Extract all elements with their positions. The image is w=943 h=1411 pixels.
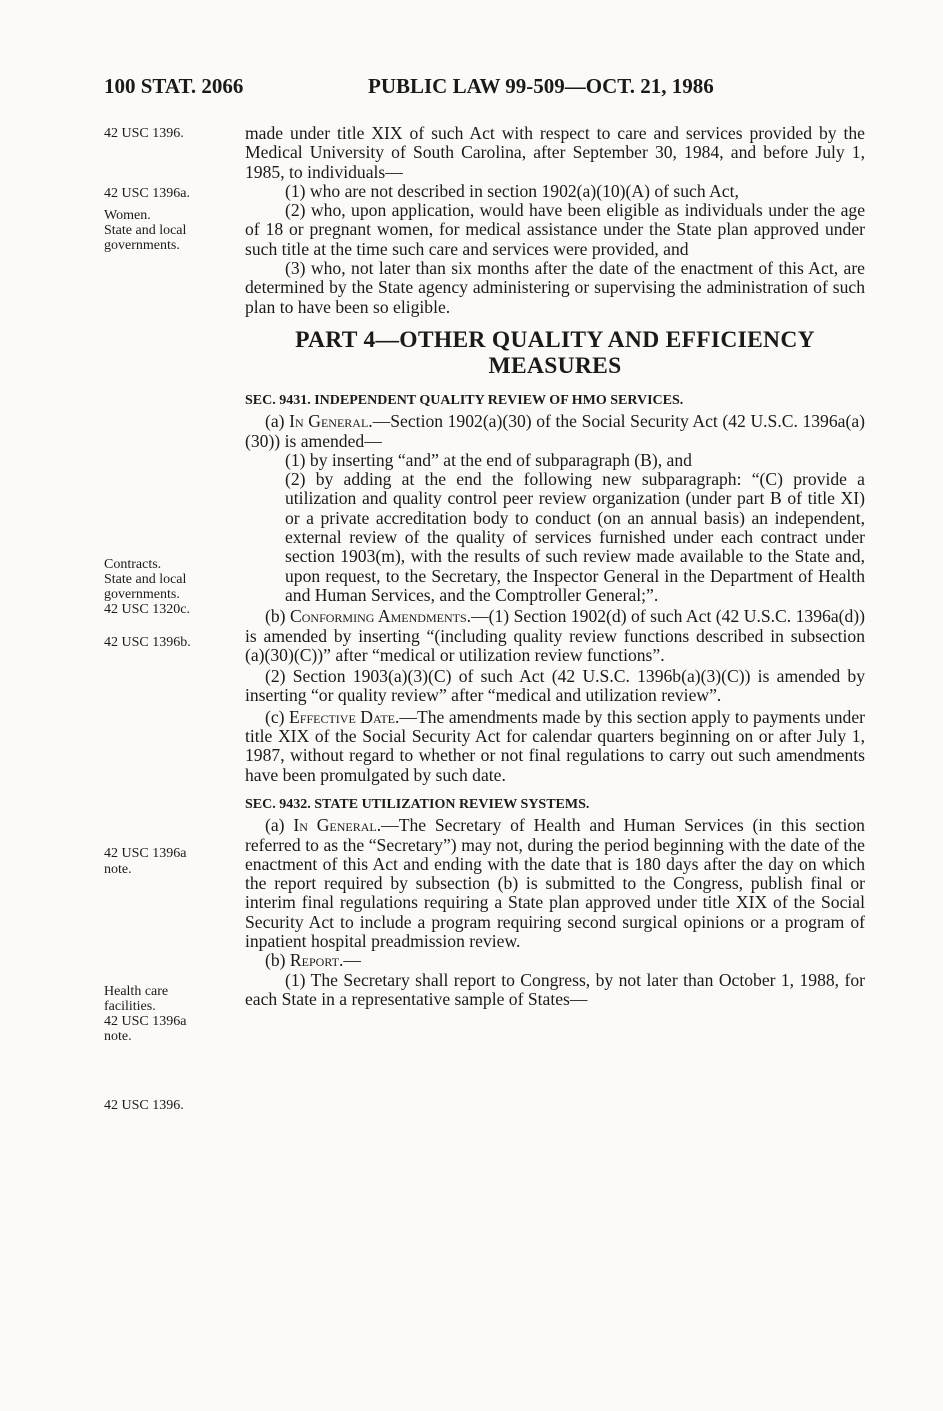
subsection-text: .— (338, 950, 361, 971)
margin-note-usc: 42 USC 1396a (104, 1014, 187, 1029)
margin-note-usc: 42 USC 1396. (104, 126, 184, 141)
margin-note-usc: 42 USC 1320c. (104, 602, 190, 617)
s9431-a-2: (2) by adding at the end the following new subparagraph: “(C) provide a utilization and quality control peer review organization (under part B of title XI) or a private accreditation body to conduct (on an annual basis) an independent, external review of the quality of services furnished under each contract under section 1903(m), with the results of such review made available to the State and, upon request, to the Secretary, the Inspector General in the Department of Health and Human Services, and the Comptroller General;”. (285, 469, 865, 605)
s9431-subsection-c (245, 708, 865, 785)
margin-note-topic: facilities. (104, 999, 156, 1014)
subsection-text: .—Section 1902(a)(30) of the Social Security Act (42 U.S.C. 1396a(a)(30)) is amended— (245, 411, 865, 451)
subsection-heading: In General (293, 815, 377, 836)
subsection-marker: (c) (265, 706, 285, 727)
section-9431-heading: SEC. 9431. INDEPENDENT QUALITY REVIEW OF HMO SERVICES. (245, 392, 684, 408)
s9431-b-2: (2) Section 1903(a)(3)(C) of such Act (42 U.S.C. 1396b(a)(3)(C)) is amended by inserting “or quality review” after “medical and utilization review”. (245, 666, 865, 706)
margin-note-usc: 42 USC 1396a. (104, 186, 190, 201)
subsection-heading: Effective Date (289, 706, 396, 727)
item-2: (2) who, upon application, would have been eligible as individuals under the age of 18 or pregnant women, for medical assistance under the State plan approved under such title at the time such care and services were provided, and (245, 200, 865, 259)
subsection-heading: Report (289, 950, 339, 971)
margin-note-usc: 42 USC 1396b. (104, 635, 191, 650)
subsection-marker: (b) (265, 606, 286, 627)
item-1: (1) who are not described in section 1902(a)(10)(A) of such Act, (285, 180, 739, 201)
subsection-heading: Conforming Amendments (290, 606, 467, 627)
s9432-subsection-b (245, 951, 865, 970)
subsection-text: .—The amendments made by this section apply to payments under title XIX of the Social Security Act for calendar quarters beginning on or after July 1, 1987, without regard to whether or not final regulations to carry out such amendments have been promulgated by such date. (245, 706, 866, 785)
item-3: (3) who, not later than six months after the date of the enactment of this Act, are determined by the State agency administering or supervising the administration of such plan to have been so eligible. (245, 258, 865, 317)
subsection-marker: (a) (265, 815, 285, 836)
margin-note-topic: State and local (104, 572, 187, 587)
margin-note-usc: 42 USC 1396. (104, 1098, 184, 1113)
subsection-marker: (b) (265, 950, 286, 971)
section-9432-heading: SEC. 9432. STATE UTILIZATION REVIEW SYSTEMS. (245, 796, 590, 812)
margin-note-topic: Health care (104, 984, 169, 999)
margin-note-usc: note. (104, 1029, 132, 1044)
subsection-marker: (a) (265, 411, 285, 432)
subsection-text: .—The Secretary of Health and Human Services (in this section referred to as the “Secretary”) may not, during the period beginning with the date of the enactment of this Act and ending with the date that is 180 days after the day on which the report required by subsection (b) is submitted to the Congress, publish final or interim final regulations requiring a State plan approved under title XIX of the Social Security Act to include a program requiring second surgical opinions or a program of inpatient hospital preadmission review. (245, 815, 865, 951)
margin-note-topic: Women. (104, 208, 151, 223)
stat-reference: 100 STAT. 2066 (104, 74, 244, 98)
margin-note-usc: note. (104, 862, 132, 877)
subsection-heading: In General (289, 411, 369, 432)
s9431-subsection-b (245, 607, 865, 665)
margin-note-topic: State and local (104, 223, 187, 238)
s9431-a-1: (1) by inserting “and” at the end of subparagraph (B), and (285, 449, 692, 470)
statute-body (245, 124, 865, 1009)
margin-note-topic: governments. (104, 238, 180, 253)
part-heading: PART 4—OTHER QUALITY AND EFFICIENCY MEASURES (295, 326, 815, 379)
subsection-text: .—(1) Section 1902(d) of such Act (42 U.S.C. 1396a(d)) is amended by inserting “(including quality review functions described in subsection (a)(30)(C))” after “medical or utilization review functions”. (245, 606, 865, 665)
s9432-subsection-a (245, 816, 865, 951)
public-law-reference: PUBLIC LAW 99-509—OCT. 21, 1986 (368, 74, 714, 98)
margin-note-usc: 42 USC 1396a (104, 846, 187, 861)
s9431-subsection-a (245, 412, 865, 451)
margin-note-topic: Contracts. (104, 557, 162, 572)
intro-paragraph: made under title XIX of such Act with respect to care and services provided by the Medical University of South Carolina, after September 30, 1984, and before July 1, 1985, to individuals— (245, 123, 865, 182)
margin-note-topic: governments. (104, 587, 180, 602)
s9432-b-1: (1) The Secretary shall report to Congress, by not later than October 1, 1988, for each State in a representative sample of States— (245, 969, 865, 1009)
